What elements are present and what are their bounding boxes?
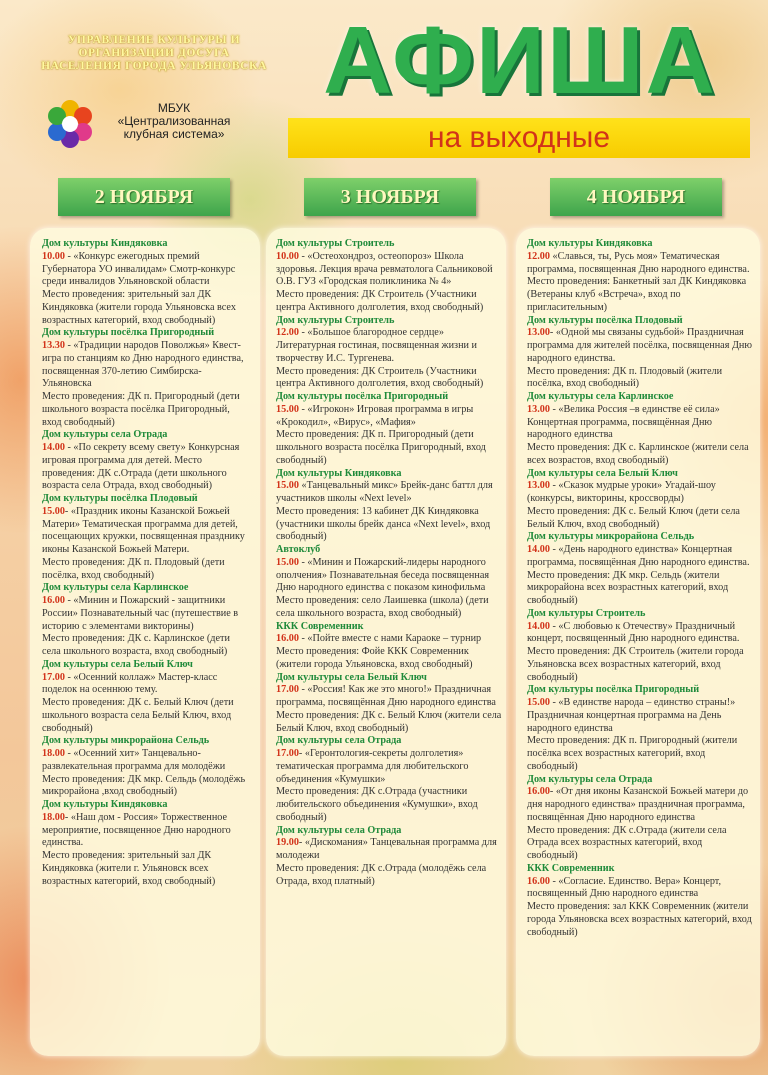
event-description xyxy=(276,684,502,710)
event-description xyxy=(527,876,753,902)
event-item xyxy=(276,468,502,545)
event-description xyxy=(276,837,502,863)
event-text: - «Осенний коллаж» Мастер-класс поделок на осеннюю тему. xyxy=(42,671,218,696)
event-time: 17.00 xyxy=(276,684,299,696)
event-place: Место проведения: зрительный зал ДК Киндяковка (жители г. Ульяновск всех возрастных категорий, вход свободный) xyxy=(42,850,216,887)
event-venue: Дом культуры села Белый Ключ xyxy=(276,671,427,683)
event-item xyxy=(276,544,502,621)
event-time: 16.00 xyxy=(42,595,65,606)
event-text: - «Конкурс ежегодных премий Губернатора УО инвалидам» Смотр-конкурс среди инвалидов Ульяновской области xyxy=(42,250,236,288)
event-text: - «Минин и Пожарский-лидеры народного ополчения» Познавательная беседа посвященная Дню народного единства с показом кинофильма xyxy=(276,556,490,594)
event-venue: Дом культуры Киндяковка xyxy=(42,799,168,810)
day-header-1: 2 НОЯБРЯ xyxy=(58,178,230,216)
event-description xyxy=(42,442,250,493)
org-line: УПРАВЛЕНИЕ КУЛЬТУРЫ И xyxy=(67,34,241,46)
event-text: - «Согласие. Единство. Вера» Концерт, посвященный Дню народного единства xyxy=(527,875,722,900)
event-venue: Дом культуры Строитель xyxy=(276,314,395,326)
event-item xyxy=(42,582,250,659)
mbuk-label xyxy=(104,102,244,141)
mbuk-line: клубная система» xyxy=(123,127,225,141)
event-place: Место проведения: ДК с. Белый Ключ (жители села Белый Ключ, вход свободный) xyxy=(276,709,502,734)
event-time: 13.30 xyxy=(42,340,65,351)
event-item xyxy=(276,735,502,824)
event-text: - «Игрокон» Игровая программа в игры «Крокодил», «Вирус», «Мафия» xyxy=(276,403,474,428)
event-time: 14.00 xyxy=(527,620,550,632)
event-place: Место проведения: ДК мкр. Сельдь (жители микрорайона всех возрастных категорий, вход свободный) xyxy=(527,569,729,606)
event-text: - «Одной мы связаны судьбой» Праздничная программа для жителей посёлка, посвященная Дню народного единства. xyxy=(527,327,752,364)
event-time: 12.00 xyxy=(527,250,550,262)
event-venue: ККК Современник xyxy=(527,862,615,874)
event-item xyxy=(527,468,753,532)
event-venue: Дом культуры Строитель xyxy=(276,238,395,249)
event-description xyxy=(276,404,502,430)
event-description xyxy=(527,697,753,735)
event-text: - «Велика Россия –в единстве её сила» Концертная программа, посвящённая Дню народного единства xyxy=(527,403,720,441)
event-item xyxy=(527,315,753,392)
event-venue: Дом культуры села Отрада xyxy=(276,824,402,836)
page-title: АФИША xyxy=(323,7,717,114)
event-item xyxy=(276,825,502,889)
event-venue: Дом культуры посёлка Пригородный xyxy=(42,327,215,339)
event-venue: Дом культуры Киндяковка xyxy=(42,238,168,249)
event-description xyxy=(527,327,753,365)
event-time: 17.00 xyxy=(276,748,299,759)
event-item xyxy=(42,735,250,799)
event-item xyxy=(276,621,502,672)
event-venue: Дом культуры посёлка Плодовый xyxy=(527,314,683,326)
event-place: Место проведения: ДК с. Белый Ключ (дети школьного возраста села Белый Ключ, вход свободный) xyxy=(42,697,234,734)
event-text: - «По секрету всему свету» Конкурсная игровая программа для детей. Место проведения: ДК с.Отрада (дети школьного возраста села Отрада, вход свободный) xyxy=(42,442,240,492)
event-description xyxy=(527,544,753,570)
event-description xyxy=(42,506,250,557)
event-text: «Славься, ты, Русь моя» Тематическая программа, посвященная Дню народного единства. xyxy=(527,250,750,275)
event-time: 17.00 xyxy=(42,671,65,683)
event-text: - «Пойте вместе с нами Караоке – турнир xyxy=(298,633,482,645)
event-venue: ККК Современник xyxy=(276,620,364,632)
event-description xyxy=(42,251,250,289)
event-time: 16.00 xyxy=(527,786,550,798)
day-events-3 xyxy=(527,238,753,939)
event-venue: Дом культуры Киндяковка xyxy=(276,467,402,479)
event-item xyxy=(42,659,250,736)
event-item xyxy=(527,863,753,940)
event-text: - «Праздник иконы Казанской Божьей Матери» Тематическая программа для детей, посещающих кружки, посвященная празднику иконы Казанской Божьей Матери. xyxy=(42,505,245,555)
event-time: 15.00 xyxy=(527,697,550,708)
event-description xyxy=(42,672,250,698)
event-text: - «Большое благородное сердце» Литературная гостиная, посвященная жизни и творчеству И.С. Тургенева. xyxy=(276,327,477,364)
event-place: Место проведения: Фойе ККК Современник (жители города Ульяновска, вход свободный) xyxy=(276,646,473,670)
event-description xyxy=(527,404,753,442)
event-place: Место проведения: ДК с. Карлинское (дети села школьного возраста, вход свободный) xyxy=(42,633,230,657)
event-place: Место проведения: ДК с.Отрада (молодёжь села Отрада, вход платный) xyxy=(276,862,487,887)
event-description xyxy=(527,480,753,506)
event-text: - «День народного единства» Концертная программа, посвящённая Дню народного единства. xyxy=(527,544,750,568)
event-place: Место проведения: ДК п. Пригородный (дети школьного возраста посёлка Пригородный, вход свободный) xyxy=(276,429,486,466)
event-venue: Дом культуры села Отрада xyxy=(527,773,653,785)
event-item xyxy=(276,672,502,736)
event-place: Место проведения: ДК мкр. Сельдь (молодёжь микрорайона ,вход свободный) xyxy=(42,773,246,798)
event-item xyxy=(527,531,753,608)
event-place: Место проведения: зрительный зал ДК Киндяковка (жители города Ульяновска всех возрастных категорий, вход свободный) xyxy=(42,289,236,326)
event-text: - «Геронтология-секреты долголетия» тематическая программа для любительского объединения «Кумушки» xyxy=(276,748,469,785)
event-place: Место проведения: ДК Строитель (жители города Ульяновска всех возрастных категорий, вход свободный) xyxy=(527,646,744,683)
event-description xyxy=(42,340,250,391)
event-time: 16.00 xyxy=(527,875,550,887)
event-item xyxy=(42,327,250,429)
event-venue: Дом культуры посёлка Пригородный xyxy=(527,684,700,696)
event-text: - «Дискомания» Танцевальная программа для молодежи xyxy=(276,837,497,861)
event-item xyxy=(527,684,753,773)
event-place: Место проведения: ДК п. Пригородный (жители посёлка всех возрастных категорий, вход свободный) xyxy=(527,735,738,772)
event-text: - «От дня иконы Казанской Божьей матери до дня народного единства» праздничная программа, посвящённая Дню народного единства xyxy=(527,786,749,823)
day-events-2 xyxy=(276,238,502,888)
event-description xyxy=(276,251,502,289)
page-subtitle: на выходные xyxy=(288,118,750,158)
event-time: 13.00 xyxy=(527,327,550,339)
event-time: 15.00 xyxy=(42,505,65,517)
event-description xyxy=(527,786,753,824)
event-time: 18.00 xyxy=(42,811,65,823)
mbuk-line: МБУК xyxy=(157,101,191,115)
event-place: Место проведения: ДК п. Плодовый (жители посёлка, вход свободный) xyxy=(527,365,723,390)
event-time: 18.00 xyxy=(42,748,65,759)
event-description xyxy=(527,251,753,277)
day-header-3: 4 НОЯБРЯ xyxy=(550,178,722,216)
event-time: 16.00 xyxy=(276,633,299,645)
mbuk-line: «Централизованная xyxy=(117,114,231,128)
event-item xyxy=(42,429,250,493)
event-place: Место проведения: ДК п. Пригородный (дети школьного возраста посёлка Пригородный, вход свободный) xyxy=(42,391,240,428)
event-venue: Дом культуры села Отрада xyxy=(276,735,402,747)
event-text: - «Сказок мудрые уроки» Угадай-шоу (конкурсы, викторины, кроссворды) xyxy=(527,480,716,504)
event-item xyxy=(276,238,502,315)
event-description xyxy=(276,633,502,646)
event-place: Место проведения: ДК с.Отрада (участники любительского объединения «Кумушки», вход свободный) xyxy=(276,786,478,823)
event-text: - «Традиции народов Поволжья» Квест-игра по станциям ко Дню народного единства, посвященная 370-летию Симбирска-Ульяновска xyxy=(42,340,244,390)
event-venue: Дом культуры микрорайона Сельдь xyxy=(527,531,695,543)
event-time: 13.00 xyxy=(527,403,550,415)
event-time: 10.00 xyxy=(42,250,65,262)
event-item xyxy=(42,493,250,582)
event-venue: Дом культуры посёлка Пригородный xyxy=(276,391,449,402)
event-description xyxy=(276,480,502,506)
event-time: 15.00 xyxy=(276,556,299,568)
event-text: - «Минин и Пожарский - защитники России» Познавательный час (путешествие в историю с элементами викторины) xyxy=(42,595,239,632)
event-description xyxy=(276,748,502,786)
event-item xyxy=(42,799,250,888)
day-events-1 xyxy=(42,238,250,888)
event-place: Место проведения: ДК Строитель (Участники центра Активного долголетия, вход свободный) xyxy=(276,365,484,390)
event-time: 14.00 xyxy=(527,544,550,555)
event-text: - «Наш дом - Россия» Торжественное мероприятие, посвященное Дню народного единства. xyxy=(42,811,231,849)
event-description xyxy=(527,621,753,647)
event-time: 19.00 xyxy=(276,837,299,849)
event-item xyxy=(527,391,753,468)
event-item xyxy=(276,391,502,468)
org-line: НАСЕЛЕНИЯ ГОРОДА УЛЬЯНОВСКА xyxy=(41,60,267,72)
day-header-2: 3 НОЯБРЯ xyxy=(304,178,476,216)
event-text: - «В единстве народа – единство страны!» Праздничная концертная программа на День народного единства xyxy=(527,697,736,734)
event-item xyxy=(42,238,250,327)
event-venue: Дом культуры микрорайона Сельдь xyxy=(42,735,210,747)
event-venue: Дом культуры села Карлинское xyxy=(527,391,674,402)
event-text: - «С любовью к Отечеству» Праздничный концерт, посвященный Дню народного единства. xyxy=(527,620,740,645)
organization-header xyxy=(36,34,272,73)
event-description xyxy=(42,748,250,774)
event-text: «Танцевальный микс» Брейк-данс баттл для участников школы «Next level» xyxy=(276,480,493,504)
event-place: Место проведения: Банкетный зал ДК Киндяковка (Ветераны клуб «Встреча», вход по пригласительным) xyxy=(527,276,747,313)
event-item xyxy=(527,238,753,315)
event-description xyxy=(276,557,502,595)
event-time: 14.00 xyxy=(42,442,65,453)
event-text: - «Осенний хит» Танцевально-развлекательная программа для молодёжи xyxy=(42,748,226,772)
event-venue: Автоклуб xyxy=(276,544,321,555)
event-venue: Дом культуры посёлка Плодовый xyxy=(42,493,198,504)
event-venue: Дом культуры Киндяковка xyxy=(527,238,653,249)
event-item xyxy=(527,608,753,685)
event-item xyxy=(276,315,502,392)
event-description xyxy=(42,812,250,850)
event-place: Место проведения: ДК с. Белый Ключ (дети села Белый Ключ, вход свободный) xyxy=(527,505,740,530)
event-time: 15.00 xyxy=(276,403,299,415)
event-time: 10.00 xyxy=(276,250,299,262)
event-venue: Дом культуры села Карлинское xyxy=(42,582,189,594)
flower-logo-icon xyxy=(44,98,96,150)
event-place: Место проведения: село Лаишевка (школа) (дети села школьного возраста, вход свободный) xyxy=(276,595,489,619)
event-place: Место проведения: ДК Строитель (Участники центра Активного долголетия, вход свободный) xyxy=(276,289,484,313)
event-venue: Дом культуры села Белый Ключ xyxy=(527,467,678,479)
event-place: Место проведения: ДК с.Отрада (жители села Отрада всех возрастных категорий, вход свободный) xyxy=(527,824,727,861)
event-item xyxy=(527,774,753,863)
event-time: 15.00 xyxy=(276,480,299,492)
event-place: Место проведения: зал ККК Современник (жители города Ульяновска всех возрастных категорий, вход свободный) xyxy=(527,901,752,938)
event-place: Место проведения: ДК п. Плодовый (дети посёлка, вход свободный) xyxy=(42,556,225,581)
event-venue: Дом культуры Строитель xyxy=(527,607,646,619)
event-time: 13.00 xyxy=(527,480,550,492)
event-description xyxy=(276,327,502,365)
event-place: Место проведения: ДК с. Карлинское (жители села всех возрастов, вход свободный) xyxy=(527,442,749,466)
event-description xyxy=(42,595,250,633)
event-time: 12.00 xyxy=(276,327,299,339)
event-place: Место проведения: 13 кабинет ДК Киндяковка (участники школы брейк данса «Next level», вход свободный) xyxy=(276,505,491,543)
event-text: - «Россия! Как же это много!» Праздничная программа, посвящённая Дню народного единства xyxy=(276,684,496,708)
org-line: ОРГАНИЗАЦИИ ДОСУГА xyxy=(78,47,230,59)
event-venue: Дом культуры села Отрада xyxy=(42,429,168,441)
event-venue: Дом культуры села Белый Ключ xyxy=(42,658,193,670)
event-text: - «Остеохондроз, остеопороз» Школа здоровья. Лекция врача ревматолога Сальниковой О.В. ГУЗ «Городская поликлиника № 4» xyxy=(276,250,493,288)
